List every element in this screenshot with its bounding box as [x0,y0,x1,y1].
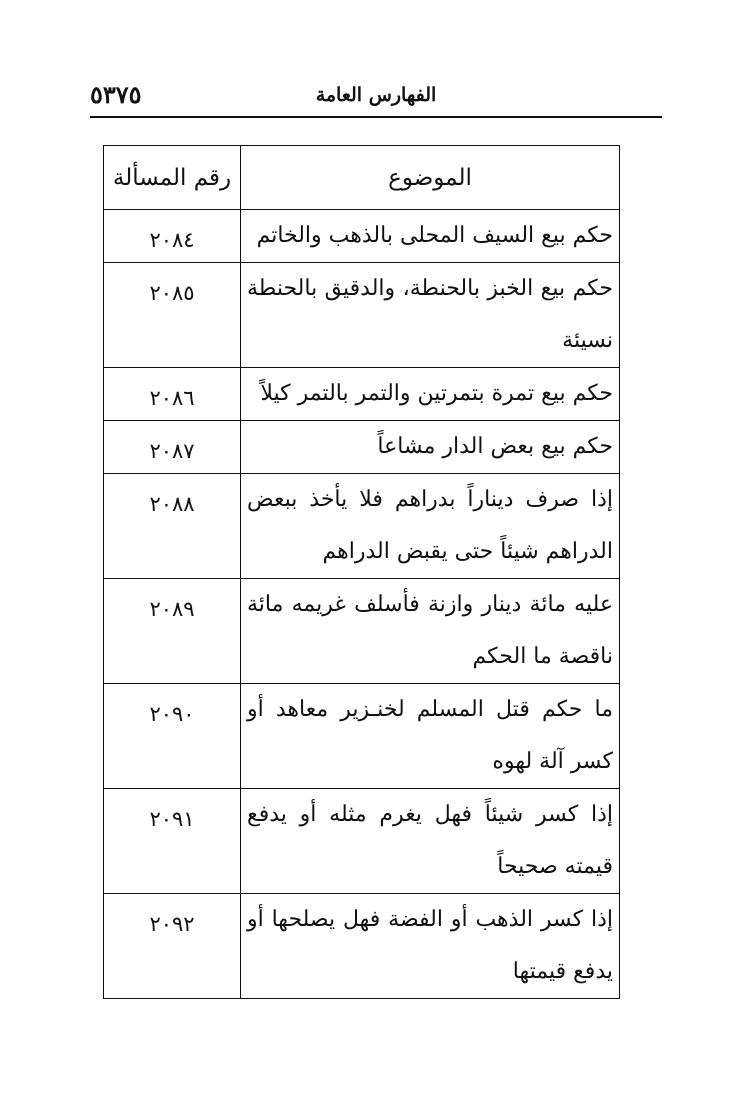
index-table [103,145,620,999]
table-header-row [104,146,620,210]
row-topic: ما حكم قتل المسلم لخنـزير معاهد أو كسر آلة لهوه [241,684,620,789]
page-title: الفهارس العامة [315,84,437,106]
table-row [104,894,620,999]
row-topic: حكم بيع تمرة بتمرتين والتمر بالتمر كيلاً [241,368,620,421]
row-topic: عليه مائة دينار وازنة فأسلف غريمه مائة ناقصة ما الحكم [241,579,620,684]
row-topic: حكم بيع الخبز بالحنطة، والدقيق بالحنطة نسيئة [241,263,620,368]
row-number: ٢٠٨٧ [104,421,241,474]
row-number: ٢٠٩٠ [104,684,241,789]
row-topic: إذا كسر شيئاً فهل يغرم مثله أو يدفع قيمته صحيحاً [241,789,620,894]
header-rule [90,116,662,118]
page-number: ٥٣٧٥ [90,80,142,109]
table-row [104,210,620,263]
row-number: ٢٠٩٢ [104,894,241,999]
table-row [104,368,620,421]
row-number: ٢٠٨٤ [104,210,241,263]
row-topic: إذا كسر الذهب أو الفضة فهل يصلحها أو يدفع قيمتها [241,894,620,999]
row-number: ٢٠٨٦ [104,368,241,421]
table-row [104,263,620,368]
page-header [90,78,662,118]
row-topic: حكم بيع السيف المحلى بالذهب والخاتم [241,210,620,263]
row-number: ٢٠٨٩ [104,579,241,684]
row-number: ٢٠٨٨ [104,474,241,579]
table-row [104,421,620,474]
table-row [104,684,620,789]
table-row [104,579,620,684]
table-row [104,474,620,579]
column-header-topic: الموضوع [241,146,620,210]
row-number: ٢٠٨٥ [104,263,241,368]
table-row [104,789,620,894]
row-topic: حكم بيع بعض الدار مشاعاً [241,421,620,474]
row-topic: إذا صرف ديناراً بدراهم فلا يأخذ ببعض الدراهم شيئاً حتى يقبض الدراهم [241,474,620,579]
row-number: ٢٠٩١ [104,789,241,894]
column-header-number: رقم المسألة [104,146,241,210]
